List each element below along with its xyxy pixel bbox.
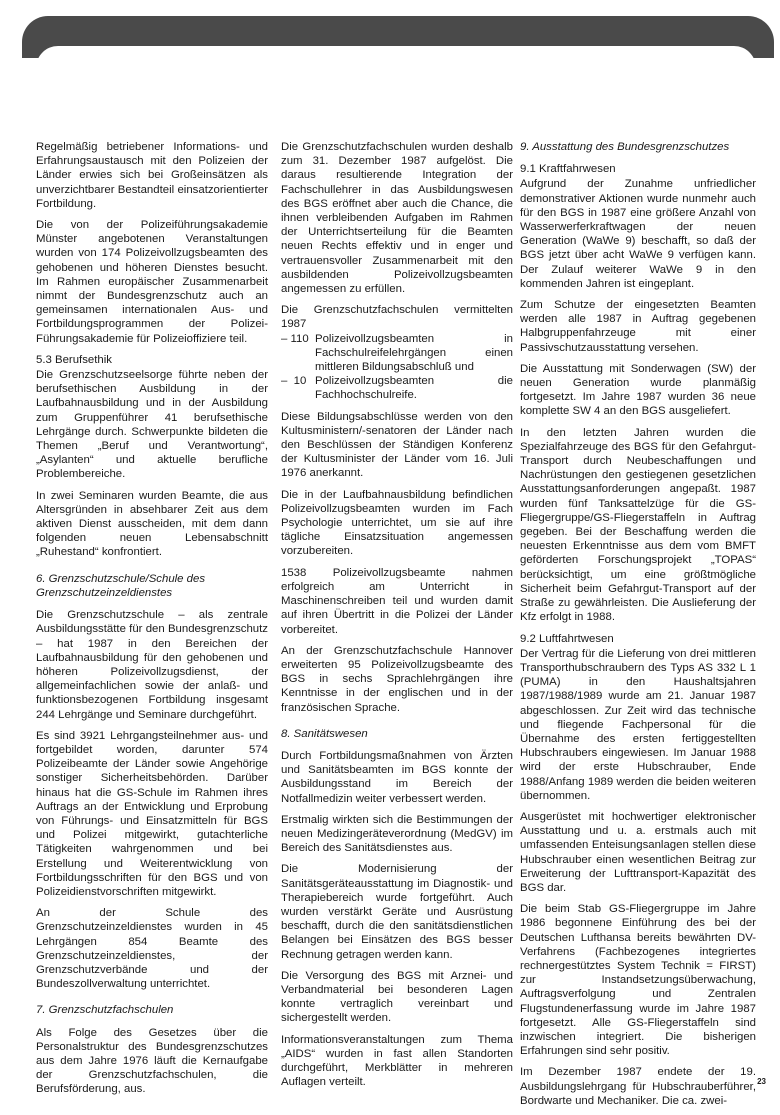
section-heading-9: 9. Ausstattung des Bundesgrenzschutzes [520,141,730,153]
list-item-text: Polizeivollzugsbeamten in Fachschulreifelehrgängen einen mittleren Bildungsabschluß und [315,332,513,374]
paragraph: Die beim Stab GS-Fliegergruppe im Jahre 1986 begonnene Einführung des bei der Deutschen Lufthansa bereits bewährten DV-Verfahrens (Fachbezogenes integriertes rechnergestütztes System Technik = FIRST) zur Instandsetzungsüberwachung, Auftragsverfolgung und Zentralen Flugstundenerfassung wurde im Jahre 1987 fortgesetzt. Alle GS-Fliegerstaffeln sind inzwischen integriert. Die bisherigen Erfahrungen sind sehr positiv. [520,903,756,1058]
paragraph: Zum Schutze der eingesetzten Beamten werden alle 1987 in Auftrag gegebenen Halbgruppenfahrzeuge mit einer Passivschutzausstattung versehen. [520,299,756,354]
paragraph: Die von der Polizeiführungsakademie Münster angebotenen Veranstaltungen wurden von 174 Polizeivollzugsbeamten des gehobenen und höheren Dienstes besucht. Im Rahmen europäischer Zusammenarbeit nimmt der Bundesgrenzschutz auch an gemeinsamen internationalen Aus- und Fortbildungsprogrammen der Polizei-Führungsakademie für Polizeioffiziere teil. [36,219,268,345]
paragraph: Die Grenzschutzschule – als zentrale Ausbildungsstätte für den Bundesgrenzschutz – hat 1987 in den Bereichen der Laufbahnausbildung für den gehobenen und höheren Polizeivollzugsdienst, der allgemeinfachlichen sowie der anlaß- und funktionsbezogenen Fortbildung insgesamt 244 Lehrgänge und Seminare durchgeführt. [36,609,268,721]
paragraph: Die Versorgung des BGS mit Arznei- und Verbandmaterial bei besonderen Lagen konnte vertraglich vereinbart und sichergestellt werden. [281,969,513,1025]
text-column-right [520,140,756,1115]
paragraph: 1538 Polizeivollzugsbeamte nahmen erfolgreich am Unterricht in Maschinenschreiben teil und wurden damit auf ihren Übertritt in die Polizei der Länder vorbereitet. [281,566,513,636]
paragraph: Die Grenzschutzfachschulen wurden deshalb zum 31. Dezember 1987 aufgelöst. Die daraus resultierende Integration der Fachschullehrer in das Ausbildungswesen des BGS eröffnet aber auch die Chance, die ihnen verbleibenden Aufgaben im Rahmen der Unterrichtserteilung für die Beamten neuen Rechts effektiv und in enger und vertrauensvoller Zusammenarbeit mit den ausbildenden Polizeivollzugsbeamten angemessen zu erfüllen. [281,141,513,296]
list-item-text: Polizeivollzugsbeamten die Fachhochschulreife. [315,375,513,402]
page-header-band [22,16,774,58]
paragraph: Diese Bildungsabschlüsse werden von den Kultusministern/-senatoren der Länder nach den Beschlüssen der Ständigen Konferenz der Kultusminister der Länder vom 16. Juli 1976 anerkannt. [281,410,513,480]
section-heading-9-1: 9.1 Kraftfahrwesen [520,163,616,176]
list-item [281,332,513,375]
paragraph: Erstmalig wirkten sich die Bestimmungen der neuen Medizingeräteverordnung (MedGV) im Bereich des Sanitätsdienstes aus. [281,813,513,855]
paragraph: Regelmäßig betriebener Informations- und Erfahrungsaustausch mit den Polizeien der Länder erwies sich bei Großeinsätzen als unverzichtbarer Bestandteil einsatzorientierter Fortbildung. [36,141,268,210]
section-heading-5-3: 5.3 Berufsethik [36,353,112,366]
text-column-middle [281,140,513,1096]
paragraph: Die Modernisierung der Sanitätsgeräteausstattung im Diagnostik- und Therapiebereich wurde fortgeführt. Auch wurden verstärkt Geräte und Ausrüstung beschafft, durch die den sanitätsdienstlichen Belangen bei Einsätzen des BGS besser Rechnung getragen werden kann. [281,863,513,961]
paragraph: Informationsveranstaltungen zum Thema „AIDS“ wurden in fast allen Standorten durchgeführt, Merkblätter in mehreren Auflagen verteilt. [281,1033,513,1089]
paragraph: Es sind 3921 Lehrgangsteilnehmer aus- und fortgebildet worden, darunter 574 Polizeibeamte der Länder sowie Angehörige sonstiger Sicherheitsbehörden. Darüber hinaus hat die GS-Schule im Rahmen ihres Auftrags an der Entwicklung und Erprobung von Führungs- und Einsatzmitteln für BGS und Polizei mitgewirkt, gutachterliche Tätigkeiten wahrgenommen und bei Erstellung und Weiterentwicklung von Fortbildungsschriften für den BGS und von Polizeidienstvorschriften mitgewirkt. [36,729,268,898]
paragraph: Im Dezember 1987 endete der 19. Ausbildungslehrgang für Hubschrauberführer, Bordwarte und Mechaniker. Die ca. zwei- [520,1066,756,1107]
paragraph: Durch Fortbildungsmaßnahmen von Ärzten und Sanitätsbeamten im BGS konnte der Ausbildungsstand im Bereich der Notfallmedizin weiter verbessert werden. [281,749,513,805]
paragraph: In zwei Seminaren wurden Beamte, die aus Altersgründen in absehbarer Zeit aus dem aktiven Dienst ausscheiden, mit dem dann folgenden neuen Lebensabschnitt „Ruhestand“ konfrontiert. [36,489,268,559]
paragraph: Aufgrund der Zunahme unfriedlicher demonstrativer Aktionen wurde nunmehr auch für den BGS in 1987 eine größere Anzahl von Wasserwerferkraftwagen der neuen Generation (WaWe 9) beschafft, so daß der BGS jetzt über acht WaWe 9 verfügen kann. Der Zulauf weiterer WaWe 9 in den kommenden Jahren ist eingeplant. [520,178,756,290]
paragraph: Die Grenzschutzfachschulen vermittelten 1987 [281,304,513,331]
section-heading-8: 8. Sanitätswesen [281,727,368,740]
section-heading-9-2: 9.2 Luftfahrtwesen [520,632,614,645]
paragraph: In den letzten Jahren wurden die Spezialfahrzeuge des BGS für den Gefahrgut-Transport durch Neubeschaffungen und Nachrüstungen den gestiegenen gesetzlichen Ausstattungsanforderungen angepaßt. 1987 wurden fünf Tanksattelzüge für die GS-Fliegergruppe/GS-Fliegerstaffeln in Auftrag gegeben. Bei der Beschaffung werden die neuesten Erkenntnisse aus dem vom BMFT geförderten Forschungsprojekt „TOPAS“ berücksichtigt, um eine größtmögliche Sicherheit beim Gefahrgut-Transport auf der Straße zu gewährleisten. Die Auslieferung der Kfz erfolgt in 1988. [520,426,756,624]
paragraph: Die in der Laufbahnausbildung befindlichen Polizeivollzugsbeamten wurden im Fach Psychologie unterrichtet, um sie auf ihre tägliche Einsatzsituation angemessen vorzubereiten. [281,488,513,558]
paragraph: An der Grenzschutzfachschule Hannover erweiterten 95 Polizeivollzugsbeamte des BGS in sechs Sprachlehrgängen ihre Kenntnisse in der englischen und in der französischen Sprache. [281,644,513,714]
list-item [281,374,513,402]
paragraph: An der Schule des Grenzschutzeinzeldienstes wurden in 45 Lehrgängen 854 Beamte des Grenzschutzeinzeldienstes, der Grenzschutzverbände und der Bundeszollverwaltung unterrichtet. [36,907,268,991]
text-column-left [36,140,268,1104]
section-heading-6: 6. Grenzschutzschule/Schule des Grenzschutzeinzeldienstes [36,572,206,599]
list-item-number: – 110 [281,332,309,345]
paragraph: Die Grenzschutzseelsorge führte neben der berufsethischen Ausbildung in der Laufbahnausbildung und in der Ausbildung zum Gruppenführer 41 berufsethische Lehrgänge durch. Schwerpunkte bildeten die Themen „Beruf und Verantwortung“, „Asylanten“ und aktuelle berufliche Problembereiche. [36,369,268,481]
qualification-list [281,332,513,403]
paragraph: Ausgerüstet mit hochwertiger elektronischer Ausstattung und u. a. erstmals auch mit umfassenden Enteisungsanlagen stellen diese Hubschrauber einen wesentlichen Beitrag zur Erweiterung der Lufttransport-Kapazität des BGS dar. [520,810,756,894]
list-item-number: – 10 [281,375,307,388]
paragraph: Als Folge des Gesetzes über die Personalstruktur des Bundesgrenzschutzes aus dem Jahre 1976 läuft die Kernaufgabe der Grenzschutzfachschulen, die Berufsförderung, aus. [36,1026,268,1096]
page-number: 23 [757,1077,766,1086]
section-heading-7: 7. Grenzschutzfachschulen [36,1004,174,1017]
paragraph: Der Vertrag für die Lieferung von drei mittleren Transporthubschraubern des Typs AS 332 L 1 (PUMA) in den Haushaltsjahren 1987/1988/1989 wurde am 21. Januar 1987 abgeschlossen. Zur Zeit wird das technische und fliegende Fachpersonal für die Übernahme des ersten fertiggestellten Hubschraubers eingewiesen. Im Januar 1988 wird der erste Hubschrauber, Ende 1988/Anfang 1989 werden die beiden weiteren übernommen. [520,647,756,802]
paragraph: Die Ausstattung mit Sonderwagen (SW) der neuen Generation wurde planmäßig fortgesetzt. Im Jahre 1987 wurden 36 neue komplette SW 4 an den BGS ausgeliefert. [520,362,756,418]
